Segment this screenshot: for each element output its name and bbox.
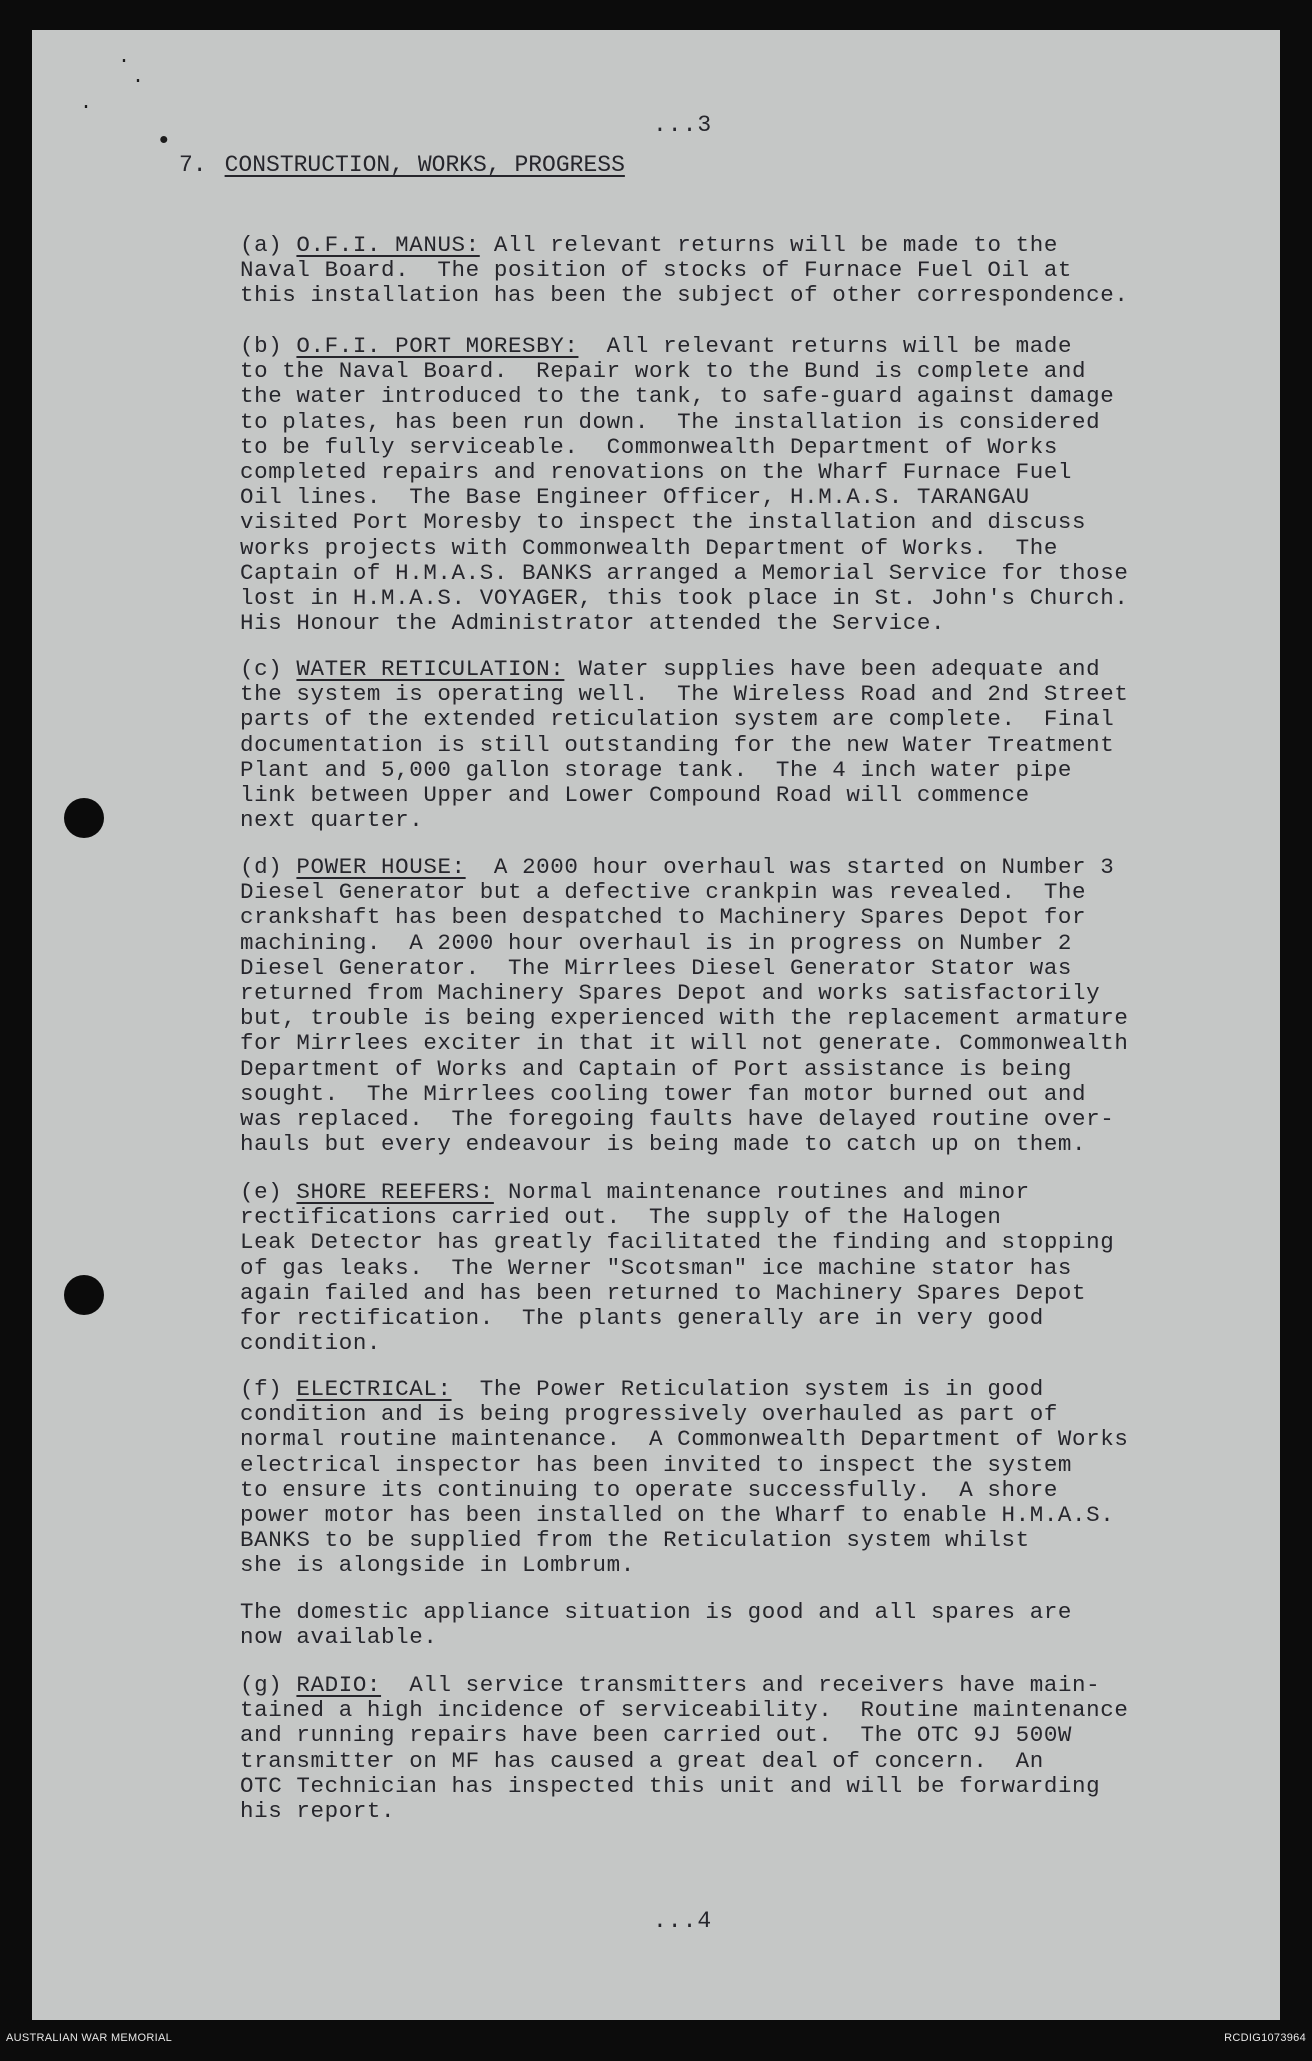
paragraph-heading: ELECTRICAL: [296,1376,452,1402]
paragraph-label: (e) [240,1179,283,1205]
paragraph-e [240,1180,1240,1356]
paragraph-f [240,1377,1240,1579]
paragraph-body: the system is operating well. The Wireless Road and 2nd Street parts of the extended reticulation system are complete. Final documentation is still outstanding for the new Water Treatment Plant and 5,000 gallon storage tank. The 4 inch water pipe link between Upper and Lower Compound Road will commence next quarter. [240,681,1129,834]
page-number-top: ...3 [653,112,713,138]
paragraph-a [240,233,1240,309]
paragraph-g [240,1673,1240,1824]
section-title: CONSTRUCTION, WORKS, PROGRESS [224,152,625,178]
section-number: 7. [179,152,207,178]
paragraph-f-continued: The domestic appliance situation is good and all spares are now available. [240,1599,1073,1651]
paragraph-d [240,855,1240,1157]
paragraph-first-line: All relevant returns will be made [578,333,1073,359]
paragraph-heading: WATER RETICULATION: [296,656,565,682]
paragraph-first-line: The Power Reticulation system is in good [451,1376,1044,1402]
paragraph-heading: RADIO: [296,1672,382,1698]
paragraph-label: (f) [240,1376,283,1402]
paragraph-label: (b) [240,333,283,359]
paragraph-c [240,657,1240,833]
page-number-bottom: ...4 [653,1908,713,1934]
paragraph-label: (g) [240,1672,283,1698]
paragraph-label: (c) [240,656,283,682]
paragraph-first-line: Water supplies have been adequate and [564,656,1101,682]
paragraph-body: tained a high incidence of serviceability. Routine maintenance and running repairs have been carried out. The OTC 9J 500W transmitter on MF has caused a great deal of concern. An OTC Technician has inspected this unit and will be forwarding his report. [240,1697,1129,1825]
ink-speck: • [156,126,172,156]
ink-speck: · [132,70,145,93]
paragraph-body: Diesel Generator but a defective crankpin was revealed. The crankshaft has been despatched to Machinery Spares Depot for machining. A 2000 hour overhaul is in progress on Number 2 Diesel Generator. The Mirrlees Diesel Generator Stator was returned from Machinery Spares Depot and works satisfactorily but, trouble is being experienced with the replacement armature for Mirrlees exciter in that it will not generate. Commonwealth Department of Works and Captain of Port assistance is being sought. The Mirrlees cooling tower fan motor burned out and was replaced. The foregoing faults have delayed routine over- hauls but every endeavour is being made to catch up on them. [240,879,1129,1158]
punch-hole [64,798,104,838]
paragraph-label: (d) [240,854,283,880]
paragraph-body: to the Naval Board. Repair work to the Bund is complete and the water introduced to the tank, to safe-guard against damage to plates, has been run down. The installation is considered to be fully serviceable. Commonwealth Department of Works completed repairs and renovations on the Wharf Furnace Fuel Oil lines. The Base Engineer Officer, H.M.A.S. TARANGAU visited Port Moresby to inspect the installation and discuss works projects with Commonwealth Department of Works. The Captain of H.M.A.S. BANKS arranged a Memorial Service for those lost in H.M.A.S. VOYAGER, this took place in St. John's Church. His Honour the Administrator attended the Service. [240,358,1129,637]
ink-speck: · [80,96,93,119]
paragraph-body: Naval Board. The position of stocks of Furnace Fuel Oil at this installation has been the subject of other correspondence. [240,257,1129,309]
paragraph-label: (a) [240,232,283,258]
ink-speck: · [118,50,131,73]
paragraph-heading: O.F.I. MANUS: [296,232,480,258]
paragraph-first-line: All relevant returns will be made to the [479,232,1058,258]
section-heading [179,152,625,178]
paragraph-body: condition and is being progressively overhauled as part of normal routine maintenance. A Commonwealth Department of Works electrical inspector has been invited to inspect the system to ensure its continuing to operate successfully. A shore power motor has been installed on the Wharf to enable H.M.A.S. BANKS to be supplied from the Reticulation system whilst she is alongside in Lombrum. [240,1401,1129,1579]
paragraph-heading: O.F.I. PORT MORESBY: [296,333,579,359]
paragraph-b [240,334,1240,636]
footer-record-id: RCDIG1073964 [1224,2032,1306,2044]
paragraph-heading: SHORE REEFERS: [296,1179,494,1205]
paragraph-body: rectifications carried out. The supply of the Halogen Leak Detector has greatly facilitated the finding and stopping of gas leaks. The Werner "Scotsman" ice machine stator has again failed and has been returned to Machinery Spares Depot for rectification. The plants generally are in very good condition. [240,1204,1115,1357]
paragraph-first-line: A 2000 hour overhaul was started on Number 3 [465,854,1115,880]
paragraph-first-line: Normal maintenance routines and minor [493,1179,1030,1205]
footer-credit: AUSTRALIAN WAR MEMORIAL [6,2032,173,2044]
paragraph-heading: POWER HOUSE: [296,854,466,880]
paragraph-first-line: All service transmitters and receivers have main- [381,1672,1101,1698]
punch-hole [64,1275,104,1315]
